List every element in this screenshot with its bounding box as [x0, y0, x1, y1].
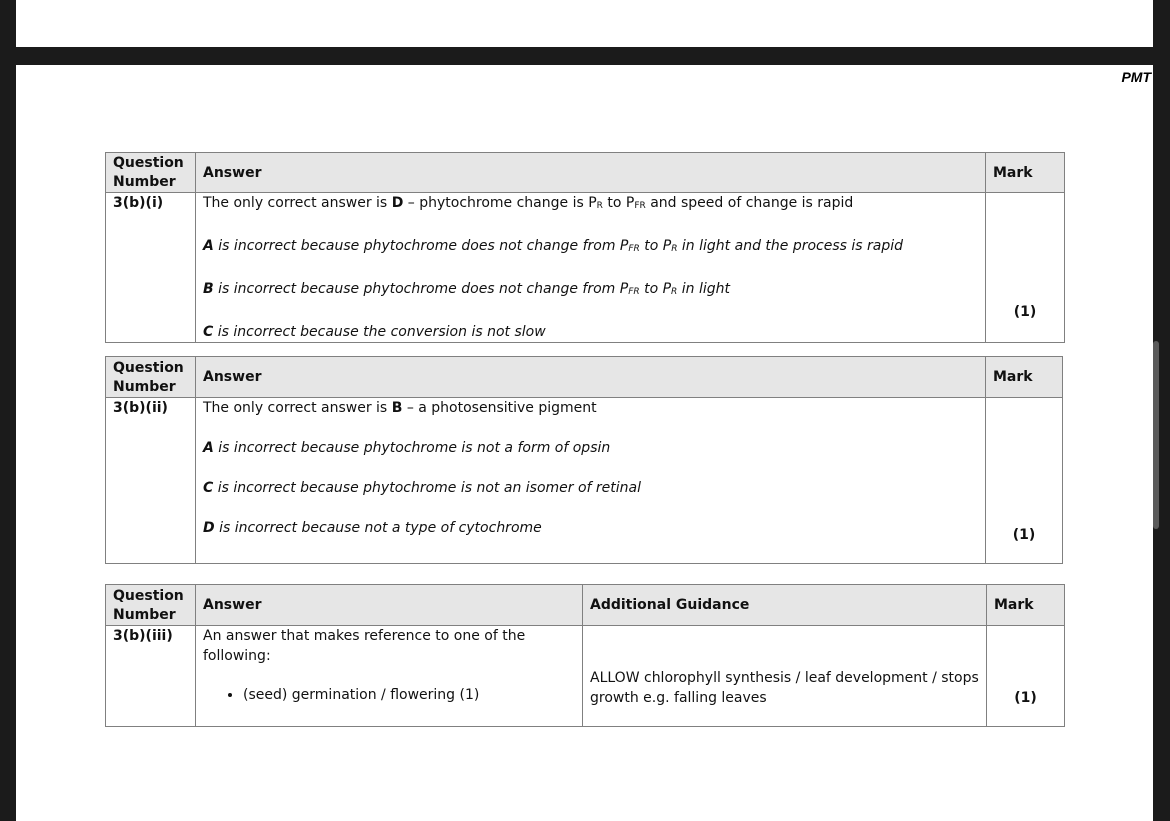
answer-header: Answer	[196, 153, 986, 193]
mark-value: (1)	[986, 398, 1063, 564]
mark-scheme-table-3b-iii	[105, 584, 1065, 727]
mark-value: (1)	[986, 193, 1065, 343]
pmt-watermark: PMT	[1121, 69, 1151, 85]
mark-header: Mark	[986, 153, 1065, 193]
mark-scheme-table-3b-ii	[105, 356, 1063, 564]
answer-cell	[196, 626, 583, 727]
question-number-header: Question Number	[106, 153, 196, 193]
question-number: 3(b)(ii)	[106, 398, 196, 564]
answer-intro: An answer that makes reference to one of the following:	[203, 628, 526, 664]
mark-value: (1)	[987, 626, 1065, 727]
answer-header: Answer	[196, 585, 583, 626]
option-a-explanation: A is incorrect because phytochrome does not change from $P_{FR}$ to $P_R$ in light and the process is rapid	[203, 238, 904, 254]
option-b-explanation: B is incorrect because phytochrome does not change from $P_{FR}$ to $P_R$ in light	[203, 281, 730, 297]
question-number-header: Question Number	[106, 357, 196, 398]
answer-cell	[196, 398, 986, 564]
question-number: 3(b)(iii)	[106, 626, 196, 727]
option-a-explanation: A is incorrect because phytochrome is not a form of opsin	[203, 440, 611, 456]
option-c-explanation: C is incorrect because the conversion is not slow	[203, 324, 546, 340]
previous-page	[16, 0, 1153, 47]
correct-answer: The only correct answer is D – phytochrome change is $P_R$ to $P_{FR}$ and speed of change is rapid	[203, 195, 854, 211]
list-item: • (seed) germination / flowering (1)	[243, 685, 575, 705]
answer-bullet-list	[203, 685, 575, 705]
additional-guidance-header: Additional Guidance	[583, 585, 987, 626]
option-c-explanation: C is incorrect because phytochrome is not an isomer of retinal	[203, 480, 642, 496]
question-number: 3(b)(i)	[106, 193, 196, 343]
mark-header: Mark	[987, 585, 1065, 626]
answer-cell	[196, 193, 986, 343]
question-number-header: Question Number	[106, 585, 196, 626]
scrollbar[interactable]	[1153, 341, 1159, 529]
document-page	[16, 65, 1153, 821]
option-d-explanation: D is incorrect because not a type of cytochrome	[203, 520, 542, 536]
answer-header: Answer	[196, 357, 986, 398]
mark-header: Mark	[986, 357, 1063, 398]
correct-answer: The only correct answer is B – a photosensitive pigment	[203, 400, 597, 416]
mark-scheme-table-3b-i	[105, 152, 1065, 343]
additional-guidance-cell: ALLOW chlorophyll synthesis / leaf development / stops growth e.g. falling leaves	[583, 626, 987, 727]
